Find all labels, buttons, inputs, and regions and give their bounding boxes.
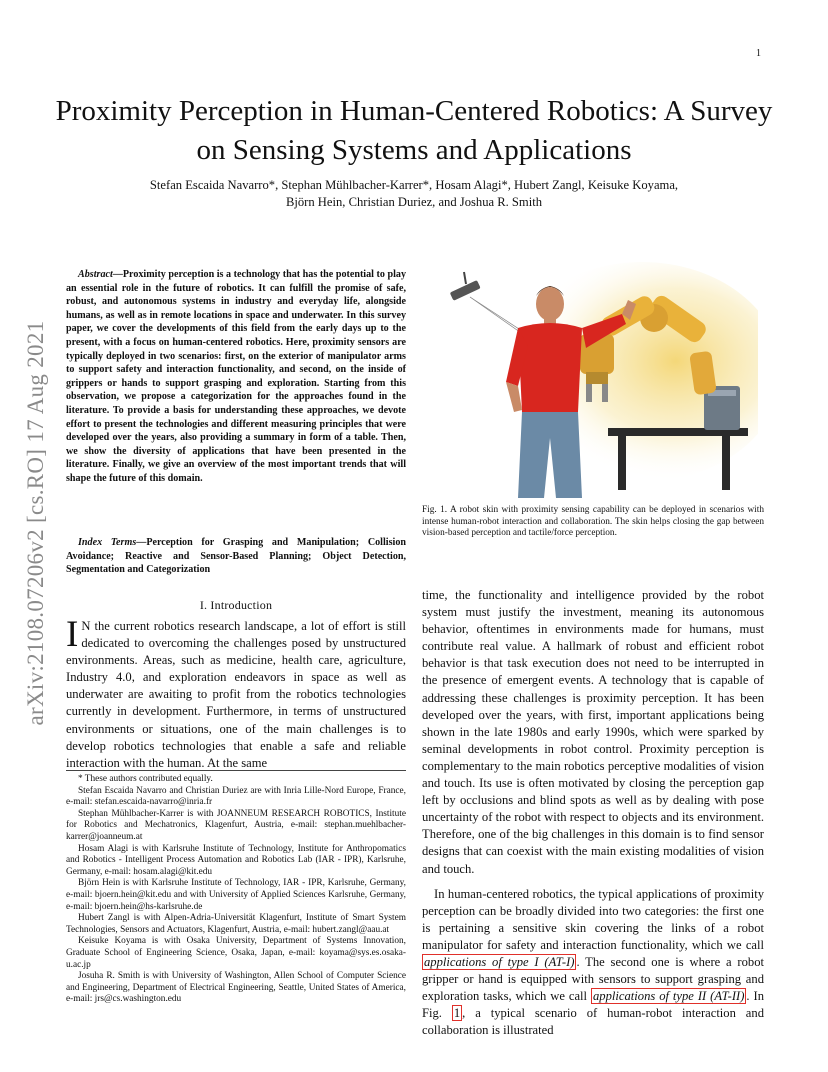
figure-robot-illustration [422,262,758,498]
abstract-label: Abstract [78,269,113,280]
footnote: Stephan Mühlbacher-Karrer is with JOANNEUM RESEARCH ROBOTICS, Institute for Robotics and Mechatronics, Klagenfurt, Austria, e-mail: stephan.muehlbacher-karrer@joanneum.at [66,808,406,842]
abstract-text: —Proximity perception is a technology that has the potential to play an essential role in the future of robotics. It can fulfill the promise of safe, robust, and autonomous systems in industry and everyday life, alongside humans, as well as in remote locations in space and underwater. In this survey paper, we cover the developments of this field from the early days up to the present, with a focus on human-centered robotics. Here, proximity sensors are typically deployed in two scenarios: first, on the exterior of manipulator arms to support safety and interaction functionality, and second, on the inside of grippers or hands to support grasping and exploration. Starting from this observation, we propose a categorization for the approaches found in the literature. To provide a basis for understanding these approaches, we devote effort to present the technologies and different measuring principles that were developed over the years, also providing a summary in form of a table. Then, we show the diversity of applications that have been presented in the literature. Finally, we give an overview of the most important trends that will shape the future of this domain. [66,269,406,484]
footnote: Stefan Escaida Navarro and Christian Duriez are with Inria Lille-Nord Europe, France, e-mail: stefan.escaida-navarro@inria.fr [66,785,406,808]
footnote: Keisuke Koyama is with Osaka University, Department of Systems Innovation, Graduate School of Engineering Science, Osaka, Japan, e-mail: koyama@sys.es.osaka-u.ac.jp [66,936,406,970]
reference-link-at1[interactable]: applications of type I (AT-I) [424,954,575,969]
paragraph-text: , a typical scenario of human-robot interaction and collaboration is illustrated [422,1006,764,1038]
footnotes [66,770,406,1006]
index-terms-label: Index Terms [78,537,137,548]
footnote: Josuha R. Smith is with University of Washington, Allen School of Computer Science and Engineering, Department of Electrical Engineering, Seattle, United States of America, e-mail: jrs@cs.washington.edu [66,971,406,1005]
index-terms [66,536,406,577]
paper-title: Proximity Perception in Human-Centered Robotics: A Survey on Sensing Systems and Applications [55,95,773,166]
intro-paragraph [66,614,406,772]
drop-cap: I [66,614,79,655]
paragraph-text: . The second one is where a robot gripper or hand is equipped with sensors to support grasping and exploration tasks, which we call [422,954,764,1004]
arxiv-stamp [16,288,56,758]
index-terms-text: —Perception for Grasping and Manipulation; Collision Avoidance; Reactive and Sensor-Based Planning; Object Detection, Segmentation and Categorization [66,537,406,576]
footnote: Hubert Zangl is with Alpen-Adria-Universität Klagenfurt, Institute of Smart System Technologies, Sensors and Actuators, Klagenfurt, Austria, e-mail: hubert.zangl@aau.at [66,913,406,935]
intro-text: N the current robotics research landscape, a lot of effort is still dedicated to overcoming the challenges posed by unstructured environments. Areas, such as medicine, health care, agriculture, Industry 4.0, and exploration endeavors in space as well as underwater are awaiting to profit from the robotics technologies currently in development. Furthermore, in terms of unstructured environments or situations, one of the main challenges is to develop robotics technologies that enable a safe and reliable interaction with the human. At the same [66,619,406,770]
footnote: Hosam Alagi is with Karlsruhe Institute of Technology, Institute for Anthropomatics and Robotics - Intelligent Process Automation and Robotics Lab (IAR - IPR), Karlsruhe, Germany, e-mail: hosam.alagi@kit.edu [66,843,406,877]
reference-link-at2[interactable]: applications of type II (AT-II) [593,989,745,1004]
footnote: Björn Hein is with Karlsruhe Institute of Technology, IAR - IPR, Karlsruhe, Germany, e-mail: bjoern.hein@kit.edu and with University of Applied Sciences Karlsruhe, Germany, e-mail: bjoern.hein@hs-karlsruhe.de [66,878,406,912]
authors-line-1: Stefan Escaida Navarro*, Stephan Mühlbacher-Karrer*, Hosam Alagi*, Hubert Zangl, Keisuke Koyama, [149,178,679,192]
section-heading: I. Introduction [199,598,273,612]
arxiv-id: arXiv:2108.07206v2 [cs.RO] 17 Aug 2021 [23,320,48,726]
author-list [60,177,768,211]
paragraph-text: . In Fig. [422,989,764,1021]
abstract [66,268,406,486]
page-number: 1 [756,48,761,59]
footnote: * These authors contributed equally. [78,774,213,784]
right-column [422,587,764,1039]
camera-sensor-icon [450,272,481,301]
body-paragraph: time, the functionality and intelligence provided by the robot system must justify the investment, meaning its autonomous behavior, oftentimes in environments made for humans, must contribute real value. A hallmark of robust and efficient robot behavior is that task execution does not need to be interrupted in the presence of emergent events. A technology that is capable of addressing these challenges is proximity perception. It has been developed over the years, with first, important applications being shown in the late 1980s and early 1990s, which were sparked by seminal developments in robot control. Proximity perception is complementary to the main robotics perceptive modalities of vision and touch. Its use is often motivated by closing the perception gap left by occlusions and blind spots as well as by dealing with pose uncertainty of the robot with respect to objects and its environment. Therefore, one of the big challenges in this domain is to find sensor designs that can coexist with the main existing modalities of vision and touch. [422,588,764,876]
paragraph-text: In human-centered robotics, the typical applications of proximity perception can be broadly divided into two categories: the first one is pertaining a sensitive skin covering the links of a robot manipulator for safety and interaction functionality, which we call [422,886,764,952]
figure-link[interactable]: 1 [453,1006,461,1021]
body-paragraph [422,886,764,1040]
authors-line-2: Björn Hein, Christian Duriez, and Joshua R. Smith [285,195,543,209]
figure-caption: Fig. 1. A robot skin with proximity sensing capability can be deployed in scenarios with intense human-robot interaction and collaboration. The skin helps closing the gap between vision-based perception and tactile/force perception. [422,505,764,539]
